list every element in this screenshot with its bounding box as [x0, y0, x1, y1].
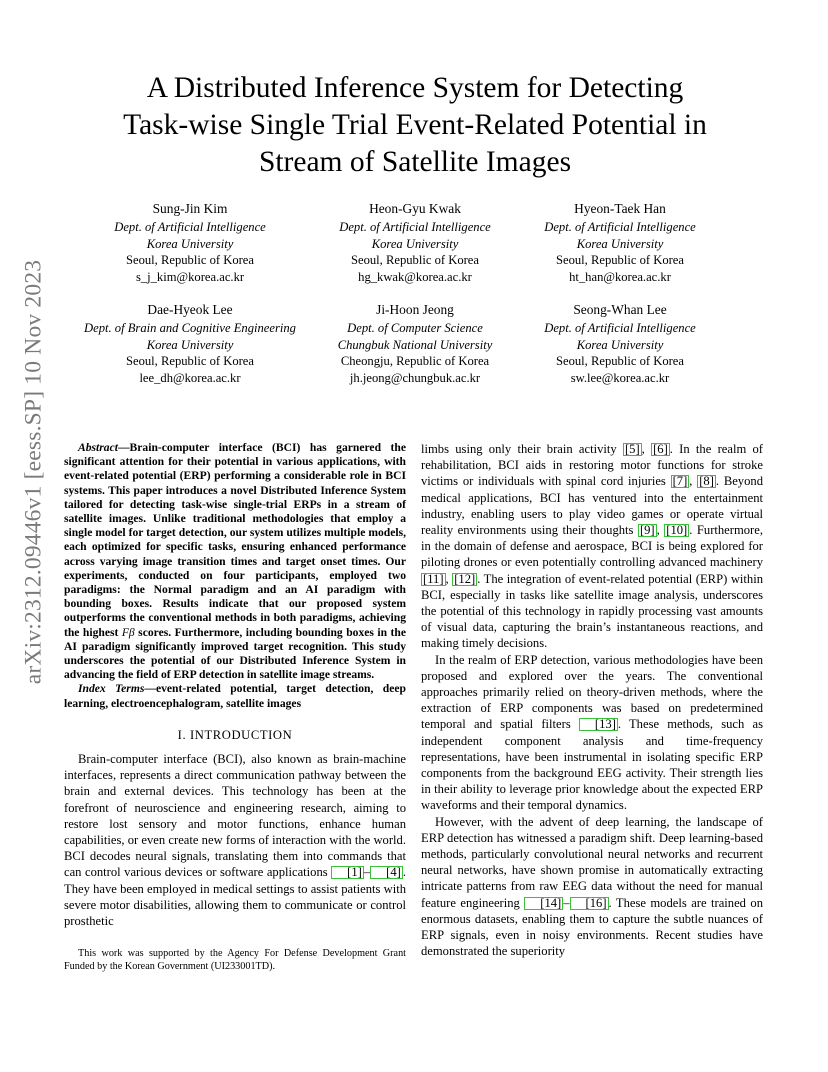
abstract-text: Brain-computer interface (BCI) has garnered the significant attention for their potential in various applications, with event-related potential (ERP) performing a considerable role in BCI systems. This paper introduces a novel Distributed Inference System tailored for detecting task-wise single-trial ERPs in a stream of satellite images. Unlike traditional methodologies that employ a single model for target detection, our system utilizes multiple models, each optimized for specific tasks, ensuring enhanced performance across varying image transition times and target onset times. Our experiments, conducted on four participants, employed two paradigms: the Normal paradigm and an AI paradigm with bounding boxes. Results indicate that our proposed system outperforms the conventional methods in both paradigms, achieving the highest	[64, 441, 406, 639]
separator: ,	[689, 474, 698, 489]
author-email: hg_kwak@korea.ac.kr	[358, 270, 472, 285]
abstract	[64, 441, 406, 682]
index-terms-label: Index Terms	[78, 682, 145, 696]
author-univ: Korea University	[146, 236, 234, 251]
citation-link[interactable]: [1]	[331, 866, 364, 879]
author-dept: Dept. of Artificial Intelligence	[114, 219, 266, 234]
citation-link[interactable]: [11]	[423, 571, 444, 586]
body-text: . Beyond medical applications, BCI has ventured into the entertainment industry, enabling users to play video games or operate virtual reality environments using their thoughts	[421, 474, 763, 538]
author-location: Seoul, Republic of Korea	[125, 354, 254, 369]
abstract-label: Abstract	[78, 441, 118, 454]
author-location: Cheongju, Republic of Korea	[340, 354, 490, 369]
author-location: Seoul, Republic of Korea	[555, 354, 684, 369]
author-card	[305, 302, 525, 387]
author-card	[80, 201, 300, 286]
author-univ: Chungbuk National University	[337, 337, 493, 352]
section-heading-introduction: I. INTRODUCTION	[177, 727, 293, 742]
citation-link[interactable]: [12]	[454, 571, 476, 586]
author-name: Hyeon-Taek Han	[574, 201, 666, 216]
right-column	[421, 441, 763, 960]
arxiv-sidebar	[12, 259, 56, 685]
author-dept: Dept. of Brain and Cognitive Engineering	[84, 320, 296, 335]
paper-title	[80, 70, 750, 181]
separator: ,	[656, 523, 665, 538]
author-name: Seong-Whan Lee	[573, 302, 667, 317]
author-name: Heon-Gyu Kwak	[369, 201, 461, 216]
intro-paragraph	[64, 751, 406, 929]
title-line: A Distributed Inference System for Detecting	[146, 72, 684, 104]
author-dept: Dept. of Artificial Intelligence	[544, 219, 696, 234]
author-card	[510, 201, 730, 286]
body-text: In the realm of ERP detection, various methodologies have been proposed and explored over the years. The conventional approaches primarily relied on theory-driven methods, where the extraction of ERP components was based on predetermined temporal and spatial filters	[421, 652, 763, 732]
body-text: . In the realm of rehabilitation, BCI aids in restoring motor functions for stroke victims or individuals with spinal cord injuries	[421, 442, 763, 489]
citation-link[interactable]: [5]	[624, 442, 640, 456]
author-univ: Korea University	[576, 236, 664, 251]
citation-link[interactable]: [7]	[672, 474, 688, 489]
author-location: Seoul, Republic of Korea	[555, 253, 684, 268]
citation-link[interactable]: [9]	[639, 523, 655, 538]
author-email: s_j_kim@korea.ac.kr	[135, 270, 245, 285]
citation-range-dash: –	[363, 865, 371, 880]
arxiv-identifier: arXiv:2312.09446v1 [eess.SP] 10 Nov 2023	[20, 259, 47, 685]
citation-link[interactable]: [13]	[579, 718, 618, 731]
funding-note: This work was supported by the Agency For Defense Development Grant Funded by the Korean Government (UI233001TD).	[64, 948, 406, 972]
abstract-text: scores. Furthermore, including bounding boxes in the AI paradigm significantly improved target recognition. This study underscores the potential of our Distributed Inference System in advancing the field of ERP detection in satellite image streams.	[64, 625, 406, 682]
citation-link[interactable]: [16]	[570, 897, 609, 910]
title-line: Task-wise Single Trial Event-Related Potential in	[123, 109, 707, 141]
body-paragraph	[421, 441, 763, 652]
citation-link[interactable]: [8]	[699, 474, 714, 489]
title-line: Stream of Satellite Images	[258, 146, 572, 178]
author-email: sw.lee@korea.ac.kr	[570, 371, 670, 386]
body-text: However, with the advent of deep learning, the landscape of ERP detection has witnessed a paradigm shift. Deep learning-based methods, particularly convolutional neural networks and recurrent neural networks, have shown promise in automatically extracting intricate patterns from raw EEG data without the need for manual feature engineering	[421, 814, 763, 910]
body-paragraph	[421, 652, 763, 814]
index-terms	[64, 682, 406, 710]
body-text: . These methods, such as independent component analysis and time-frequency representations, have been instrumental in isolating specific ERP components from the background EEG activity. Their strength lies in their ability to leverage prior knowledge about the expected ERP waveforms and their temporal dynamics.	[421, 717, 763, 813]
author-location: Seoul, Republic of Korea	[350, 253, 479, 268]
citation-link[interactable]: [4]	[370, 866, 403, 879]
author-card	[510, 302, 730, 387]
index-terms-text: event-related potential, target detection, deep learning, electroencephalogram, satellite images	[64, 682, 406, 710]
body-text: . The integration of event-related potential (ERP) within BCI, especially in tasks like satellite image analysis, underscores the potential of this technology in rapidly processing vast amounts of visual data, capturing the brain’s instantaneous reactions, and making timely decisions.	[421, 571, 764, 651]
author-email: lee_dh@korea.ac.kr	[139, 371, 241, 386]
author-univ: Korea University	[371, 236, 459, 251]
citation-link[interactable]: [14]	[524, 897, 563, 910]
author-email: jh.jeong@chungbuk.ac.kr	[349, 371, 481, 386]
separator: ,	[445, 571, 453, 586]
author-email: ht_han@korea.ac.kr	[569, 270, 671, 285]
abstract-dash: —	[117, 441, 130, 454]
citation-link[interactable]: [10]	[666, 523, 688, 538]
left-column	[64, 441, 406, 929]
author-name: Sung-Jin Kim	[152, 201, 228, 216]
f-beta-symbol: Fβ	[121, 625, 135, 639]
author-univ: Korea University	[146, 337, 234, 352]
citation-range-dash: –	[563, 895, 570, 910]
intro-text: Brain-computer interface (BCI), also known as brain-machine interfaces, represents a direct communication pathway between the brain and external devices. This technology has been at the forefront of neuroscience and engineering research, aiming to restore lost sensory and motor functions, enhance human capabilities, or even create new forms of interaction with the world. BCI decodes neural signals, translating them into commands that can control various devices or software applications	[64, 752, 406, 880]
body-text: limbs using only their brain activity	[421, 442, 623, 456]
author-name: Ji-Hoon Jeong	[376, 302, 454, 317]
author-univ: Korea University	[576, 337, 664, 352]
body-text: . Furthermore, in the domain of defense and aerospace, BCI is being explored for piloting drones or even potentially controlling advanced machinery	[421, 523, 763, 570]
body-text: . These models are trained on enormous datasets, enabling them to capture the subtle nuances of ERP signals, even in noisy environments. Recent studies have demonstrated the superiority	[421, 895, 763, 959]
author-card	[80, 302, 300, 387]
index-terms-dash: —	[144, 682, 156, 696]
citation-link[interactable]: [6]	[653, 442, 668, 456]
footnote	[64, 948, 406, 973]
author-name: Dae-Hyeok Lee	[147, 302, 233, 317]
intro-text: . They have been employed in medical settings to assist patients with severe motor disabilities, allowing them to communicate or control prosthetic	[64, 865, 406, 929]
author-dept: Dept. of Computer Science	[347, 320, 483, 335]
author-location: Seoul, Republic of Korea	[125, 253, 254, 268]
author-dept: Dept. of Artificial Intelligence	[339, 219, 491, 234]
author-card	[305, 201, 525, 286]
body-paragraph	[421, 814, 763, 960]
separator: ,	[641, 442, 652, 456]
author-dept: Dept. of Artificial Intelligence	[544, 320, 696, 335]
